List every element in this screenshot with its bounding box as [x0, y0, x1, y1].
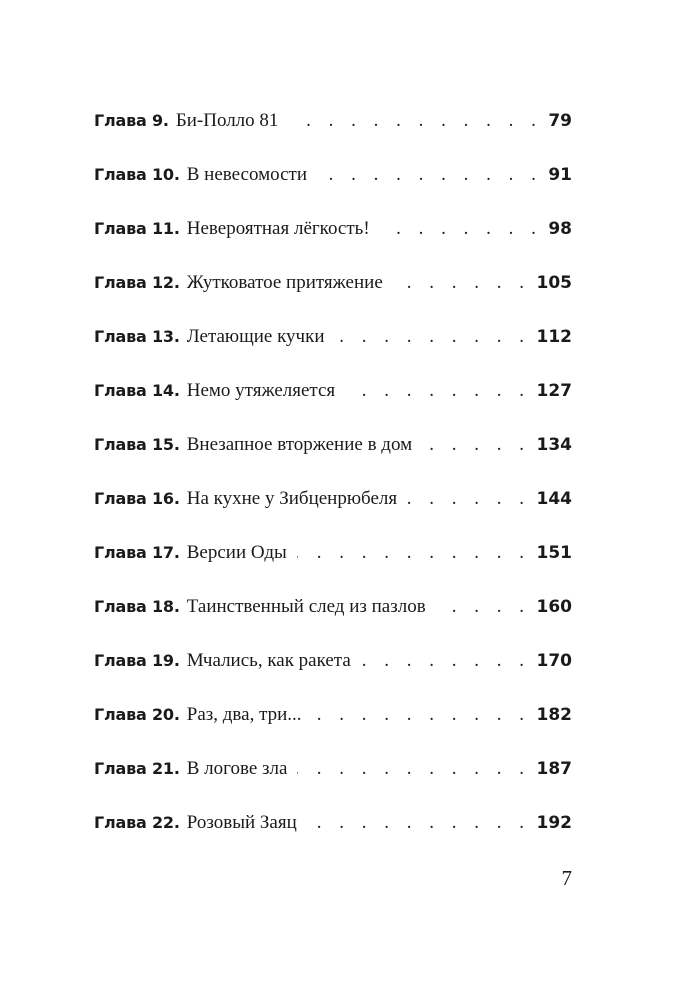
chapter-title: В логове зла	[186, 758, 288, 779]
page-number: 98	[548, 219, 572, 239]
page-number: 79	[548, 111, 572, 131]
chapter-label: Глава 16.	[94, 489, 180, 508]
dot-leader	[380, 218, 543, 240]
chapter-label: Глава 10.	[94, 165, 180, 184]
dot-leader	[335, 326, 531, 348]
page-number: 187	[536, 759, 572, 779]
dot-leader	[407, 488, 530, 510]
page-number: 182	[536, 705, 572, 725]
dot-leader	[307, 812, 531, 834]
toc-entry	[94, 704, 572, 758]
folio-page-number: 7	[561, 866, 572, 890]
chapter-title: Немо утяжеляется	[186, 380, 336, 401]
page-number: 105	[536, 273, 572, 293]
chapter-label: Глава 12.	[94, 273, 180, 292]
page-number: 91	[548, 165, 572, 185]
chapter-title: Розовый Заяц	[186, 812, 297, 833]
dot-leader	[345, 380, 530, 402]
dot-leader	[317, 164, 542, 186]
toc-entry	[94, 542, 572, 596]
chapter-label: Глава 17.	[94, 543, 180, 562]
page-number: 144	[536, 489, 572, 509]
chapter-title: Мчались, как ракета	[186, 650, 351, 671]
page-number: 151	[536, 543, 572, 563]
dot-leader	[393, 272, 531, 294]
chapter-title: В невесомости	[186, 164, 308, 185]
page-number: 127	[536, 381, 572, 401]
toc-entry	[94, 758, 572, 812]
toc-entry	[94, 596, 572, 650]
dot-leader	[312, 704, 531, 726]
toc-entry	[94, 812, 572, 866]
toc-entry	[94, 650, 572, 704]
chapter-label: Глава 14.	[94, 381, 180, 400]
chapter-label: Глава 11.	[94, 219, 180, 238]
chapter-label: Глава 21.	[94, 759, 180, 778]
toc-entry	[94, 380, 572, 434]
table-of-contents	[94, 110, 572, 866]
dot-leader	[436, 596, 531, 618]
chapter-label: Глава 15.	[94, 435, 180, 454]
toc-entry	[94, 272, 572, 326]
chapter-title: Невероятная лёгкость!	[186, 218, 370, 239]
toc-entry	[94, 434, 572, 488]
dot-leader	[422, 434, 530, 456]
dot-leader	[361, 650, 531, 672]
chapter-label: Глава 19.	[94, 651, 180, 670]
dot-leader	[297, 542, 531, 564]
dot-leader	[297, 758, 530, 780]
page-number: 134	[536, 435, 572, 455]
chapter-label: Глава 22.	[94, 813, 180, 832]
chapter-title: На кухне у Зибценрюбеля	[186, 488, 398, 509]
chapter-label: Глава 20.	[94, 705, 180, 724]
toc-entry	[94, 218, 572, 272]
chapter-label: Глава 18.	[94, 597, 180, 616]
chapter-title: Версии Оды	[186, 542, 287, 563]
page-number: 160	[536, 597, 572, 617]
chapter-title: Би-Полло 81	[175, 110, 279, 131]
chapter-title: Жутковатое притяжение	[186, 272, 383, 293]
toc-entry	[94, 326, 572, 380]
chapter-label: Глава 13.	[94, 327, 180, 346]
chapter-title: Летающие кучки	[186, 326, 325, 347]
chapter-title: Раз, два, три...	[186, 704, 302, 725]
dot-leader	[288, 110, 542, 132]
chapter-label: Глава 9.	[94, 111, 169, 130]
page-number: 170	[536, 651, 572, 671]
toc-entry	[94, 110, 572, 164]
toc-entry	[94, 488, 572, 542]
page-number: 192	[536, 813, 572, 833]
page-number: 112	[536, 327, 572, 347]
toc-entry	[94, 164, 572, 218]
chapter-title: Внезапное вторжение в дом	[186, 434, 413, 455]
chapter-title: Таинственный след из пазлов	[186, 596, 426, 617]
